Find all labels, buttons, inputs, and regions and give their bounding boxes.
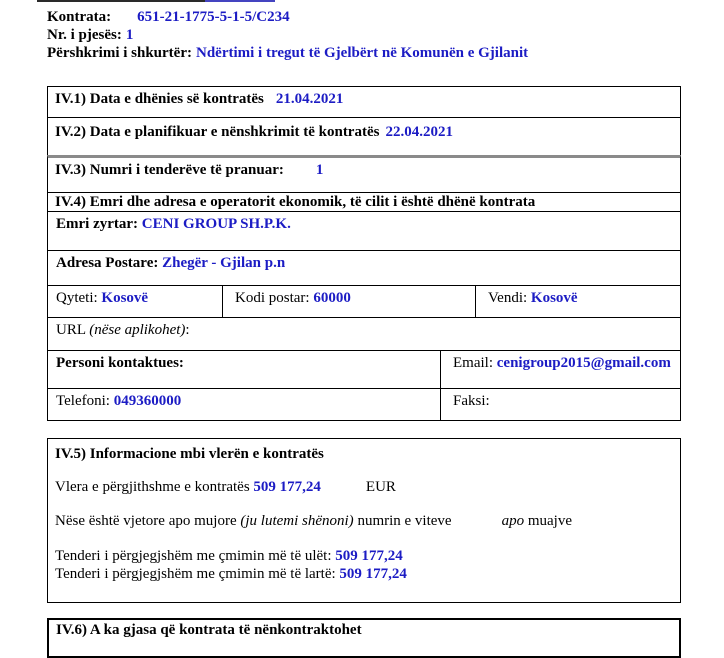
section-iv4	[47, 192, 681, 421]
country-value: Kosovë	[530, 290, 578, 306]
iv4-official-name-row	[48, 212, 680, 251]
url-label-italic: (nëse aplikohet)	[89, 322, 186, 338]
periodicity-years-label: numrin e viteve	[357, 513, 452, 529]
postal-address-cell	[48, 251, 680, 285]
iv4-city-row	[48, 286, 680, 318]
official-name-value: CENI GROUP SH.P.K.	[141, 216, 291, 232]
periodicity-or-italic: apo	[501, 513, 525, 529]
city-cell	[48, 286, 222, 317]
periodicity-prefix: Nëse është vjetore apo mujore	[55, 513, 237, 529]
section-iv6	[47, 618, 681, 658]
lot-number-line	[47, 27, 133, 44]
country-cell	[475, 286, 680, 317]
currency-label: EUR	[365, 479, 396, 495]
postal-code-cell	[222, 286, 475, 317]
iv4-url-row	[48, 318, 680, 351]
postal-code-label: Kodi postar:	[235, 290, 310, 306]
periodicity-months-label: muajve	[527, 513, 572, 529]
url-cell	[48, 318, 680, 350]
phone-value: 049360000	[113, 393, 182, 409]
city-label: Qyteti:	[56, 290, 98, 306]
phone-label: Telefoni:	[56, 393, 110, 409]
cropped-text-remnant-blue	[205, 0, 275, 2]
total-value-label: Vlera e përgjithshme e kontratës	[55, 479, 250, 495]
periodicity-note-italic: (ju lutemi shënoni)	[240, 513, 354, 529]
email-cell	[440, 351, 680, 388]
short-description-label: Përshkrimi i shkurtër:	[47, 45, 192, 61]
iv2-signing-date-line	[48, 118, 680, 141]
iv3-tenders-received-line	[48, 158, 680, 179]
iv1-label: IV.1) Data e dhënies së kontratës	[55, 91, 264, 107]
contract-label: Kontrata:	[47, 9, 112, 25]
url-label-colon: :	[185, 322, 190, 338]
iv5-total-value-line	[55, 479, 396, 496]
cropped-text-remnant-dark	[37, 0, 205, 2]
iv4-phone-fax-row	[48, 389, 680, 421]
iv4-title: IV.4) Emri dhe adresa e operatorit ekonomik, të cilit i është dhënë kontrata	[55, 194, 536, 210]
section-iv2	[47, 117, 681, 155]
postal-address-value: Zhegër - Gjilan p.n	[162, 255, 286, 271]
country-label: Vendi:	[488, 290, 528, 306]
section-iv3	[47, 155, 681, 193]
iv6-title: IV.6) A ka gjasa që kontrata të nënkontraktohet	[56, 622, 362, 638]
short-description-line	[47, 45, 528, 62]
iv1-award-date-line	[48, 87, 680, 108]
postal-code-value: 60000	[313, 290, 351, 306]
contact-person-label: Personi kontaktues:	[56, 355, 184, 371]
iv4-contact-row	[48, 351, 680, 389]
postal-address-label: Adresa Postare:	[56, 255, 159, 271]
phone-cell	[48, 389, 440, 421]
short-description-value: Ndërtimi i tregut të Gjelbërt në Komunën e Gjilanit	[195, 45, 529, 61]
contract-number-value: 651-21-1775-5-1-5/C234	[137, 9, 290, 25]
iv5-periodicity-line	[55, 513, 572, 530]
contact-person-cell	[48, 351, 440, 388]
official-name-label: Emri zyrtar:	[56, 216, 139, 232]
iv3-label: IV.3) Numri i tenderëve të pranuar:	[55, 162, 284, 178]
email-label: Email:	[453, 355, 493, 371]
city-value: Kosovë	[101, 290, 149, 306]
section-iv1	[47, 86, 681, 118]
iv4-title-row	[48, 193, 680, 212]
iv1-date-value: 21.04.2021	[275, 91, 344, 107]
lowest-tender-label: Tenderi i përgjegjshëm me çmimin më të ulët:	[55, 548, 332, 564]
iv5-highest-tender-line	[55, 566, 407, 583]
highest-tender-label: Tenderi i përgjegjshëm me çmimin më të lartë:	[55, 566, 336, 582]
iv5-title: IV.5) Informacione mbi vlerën e kontratës	[55, 446, 324, 462]
total-value: 509 177,24	[253, 479, 321, 495]
section-iv5	[47, 438, 681, 603]
iv2-label: IV.2) Data e planifikuar e nënshkrimit të kontratës	[55, 124, 380, 140]
url-label: URL	[56, 322, 86, 338]
lowest-tender-value: 509 177,24	[335, 548, 403, 564]
lot-value: 1	[125, 27, 134, 43]
iv5-title-line	[55, 446, 324, 463]
iv3-count-value: 1	[315, 162, 324, 178]
fax-cell	[440, 389, 680, 421]
email-value: cenigroup2015@gmail.com	[496, 355, 671, 371]
iv5-lowest-tender-line	[55, 548, 403, 565]
lot-label: Nr. i pjesës:	[47, 27, 122, 43]
highest-tender-value: 509 177,24	[339, 566, 407, 582]
iv2-date-value: 22.04.2021	[385, 124, 453, 140]
fax-label: Faksi:	[453, 393, 490, 409]
iv4-postal-address-row	[48, 251, 680, 286]
official-name-cell	[48, 212, 680, 250]
contract-number-line	[47, 9, 290, 26]
